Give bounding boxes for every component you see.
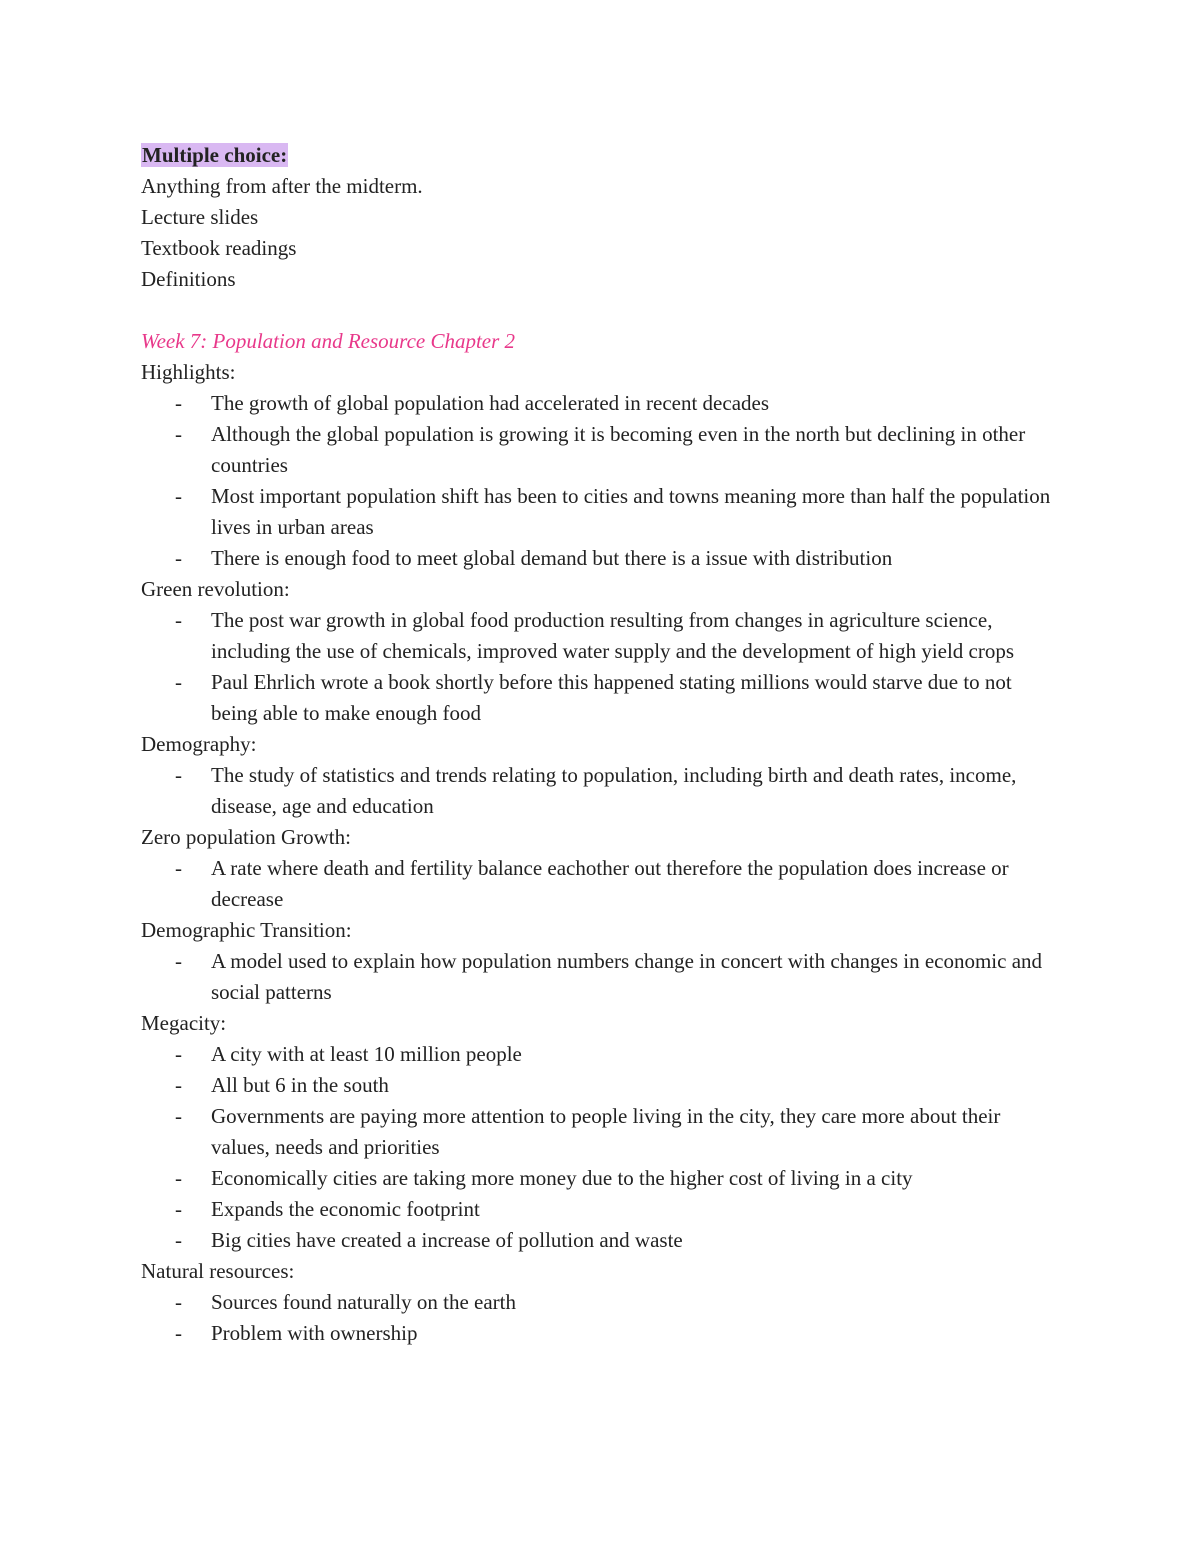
bullet-text: The growth of global population had accelerated in recent decades — [211, 391, 770, 415]
bullet-item — [141, 419, 1071, 481]
section-label: Zero population Growth: — [141, 825, 351, 849]
bullet-text: All but 6 in the south — [211, 1073, 389, 1097]
bullet-item — [141, 667, 1071, 729]
bullet-list — [141, 1039, 1071, 1256]
bullet-dash: - — [175, 422, 182, 446]
bullet-text: The post war growth in global food production resulting from changes in agriculture science, including the use of chemicals, improved water supply and the development of high yield crops — [211, 608, 1015, 663]
bullet-text: Governments are paying more attention to people living in the city, they care more about their values, needs and priorities — [211, 1104, 1001, 1159]
bullet-item — [141, 1194, 1071, 1225]
intro-line: Lecture slides — [141, 205, 259, 229]
section-label: Green revolution: — [141, 577, 290, 601]
bullet-item — [141, 1163, 1071, 1194]
bullet-item — [141, 605, 1071, 667]
bullet-item — [141, 388, 1071, 419]
bullet-item — [141, 1287, 1071, 1318]
bullet-text: Paul Ehrlich wrote a book shortly before this happened stating millions would starve due to not being able to make enough food — [211, 670, 1012, 725]
section-label: Megacity: — [141, 1011, 227, 1035]
bullet-text: Big cities have created a increase of pollution and waste — [211, 1228, 683, 1252]
bullet-dash: - — [175, 1321, 182, 1345]
intro-line: Definitions — [141, 267, 236, 291]
multiple-choice-heading: Multiple choice: — [142, 143, 288, 167]
bullet-item — [141, 853, 1071, 915]
bullet-dash: - — [175, 1104, 182, 1128]
bullet-dash: - — [175, 608, 182, 632]
bullet-item — [141, 481, 1071, 543]
bullet-item — [141, 1039, 1071, 1070]
multiple-choice-heading-line — [141, 140, 1071, 171]
notes-section — [141, 915, 1071, 1008]
bullet-text: Sources found naturally on the earth — [211, 1290, 516, 1314]
bullet-dash: - — [175, 484, 182, 508]
week-title: Week 7: Population and Resource Chapter 2 — [141, 329, 516, 353]
notes-section — [141, 822, 1071, 915]
bullet-dash: - — [175, 856, 182, 880]
bullet-text: There is enough food to meet global demand but there is a issue with distribution — [211, 546, 893, 570]
notes-section — [141, 729, 1071, 822]
intro-line: Anything from after the midterm. — [141, 174, 423, 198]
bullet-item — [141, 1225, 1071, 1256]
bullet-dash: - — [175, 1042, 182, 1066]
bullet-text: A city with at least 10 million people — [211, 1042, 522, 1066]
notes-section — [141, 1008, 1071, 1256]
bullet-text: Most important population shift has been to cities and towns meaning more than half the population lives in urban areas — [211, 484, 1051, 539]
intro-line: Textbook readings — [141, 236, 297, 260]
bullet-dash: - — [175, 1290, 182, 1314]
document-page — [141, 140, 1071, 1349]
bullet-item — [141, 1070, 1071, 1101]
bullet-list — [141, 853, 1071, 915]
section-label: Natural resources: — [141, 1259, 295, 1283]
bullet-list — [141, 946, 1071, 1008]
bullet-list — [141, 760, 1071, 822]
notes-section — [141, 574, 1071, 729]
bullet-item — [141, 1318, 1071, 1349]
bullet-item — [141, 946, 1071, 1008]
bullet-dash: - — [175, 670, 182, 694]
bullet-list — [141, 605, 1071, 729]
bullet-text: A model used to explain how population numbers change in concert with changes in economic and social patterns — [211, 949, 1043, 1004]
bullet-dash: - — [175, 1073, 182, 1097]
bullet-item — [141, 760, 1071, 822]
notes-section — [141, 357, 1071, 574]
section-label: Highlights: — [141, 360, 236, 384]
bullet-dash: - — [175, 763, 182, 787]
bullet-dash: - — [175, 949, 182, 973]
bullet-text: Expands the economic footprint — [211, 1197, 480, 1221]
bullet-dash: - — [175, 1166, 182, 1190]
section-label: Demographic Transition: — [141, 918, 352, 942]
bullet-dash: - — [175, 391, 182, 415]
bullet-dash: - — [175, 546, 182, 570]
bullet-list — [141, 1287, 1071, 1349]
blank-line — [141, 295, 1071, 326]
bullet-text: Problem with ownership — [211, 1321, 418, 1345]
section-label: Demography: — [141, 732, 257, 756]
notes-sections — [141, 357, 1071, 1349]
bullet-item — [141, 543, 1071, 574]
notes-section — [141, 1256, 1071, 1349]
bullet-dash: - — [175, 1197, 182, 1221]
bullet-item — [141, 1101, 1071, 1163]
bullet-list — [141, 388, 1071, 574]
bullet-text: A rate where death and fertility balance eachother out therefore the population does increase or decrease — [211, 856, 1009, 911]
bullet-text: Although the global population is growing it is becoming even in the north but declining in other countries — [211, 422, 1026, 477]
bullet-text: Economically cities are taking more money due to the higher cost of living in a city — [211, 1166, 913, 1190]
bullet-text: The study of statistics and trends relating to population, including birth and death rates, income, disease, age and education — [211, 763, 1017, 818]
bullet-dash: - — [175, 1228, 182, 1252]
